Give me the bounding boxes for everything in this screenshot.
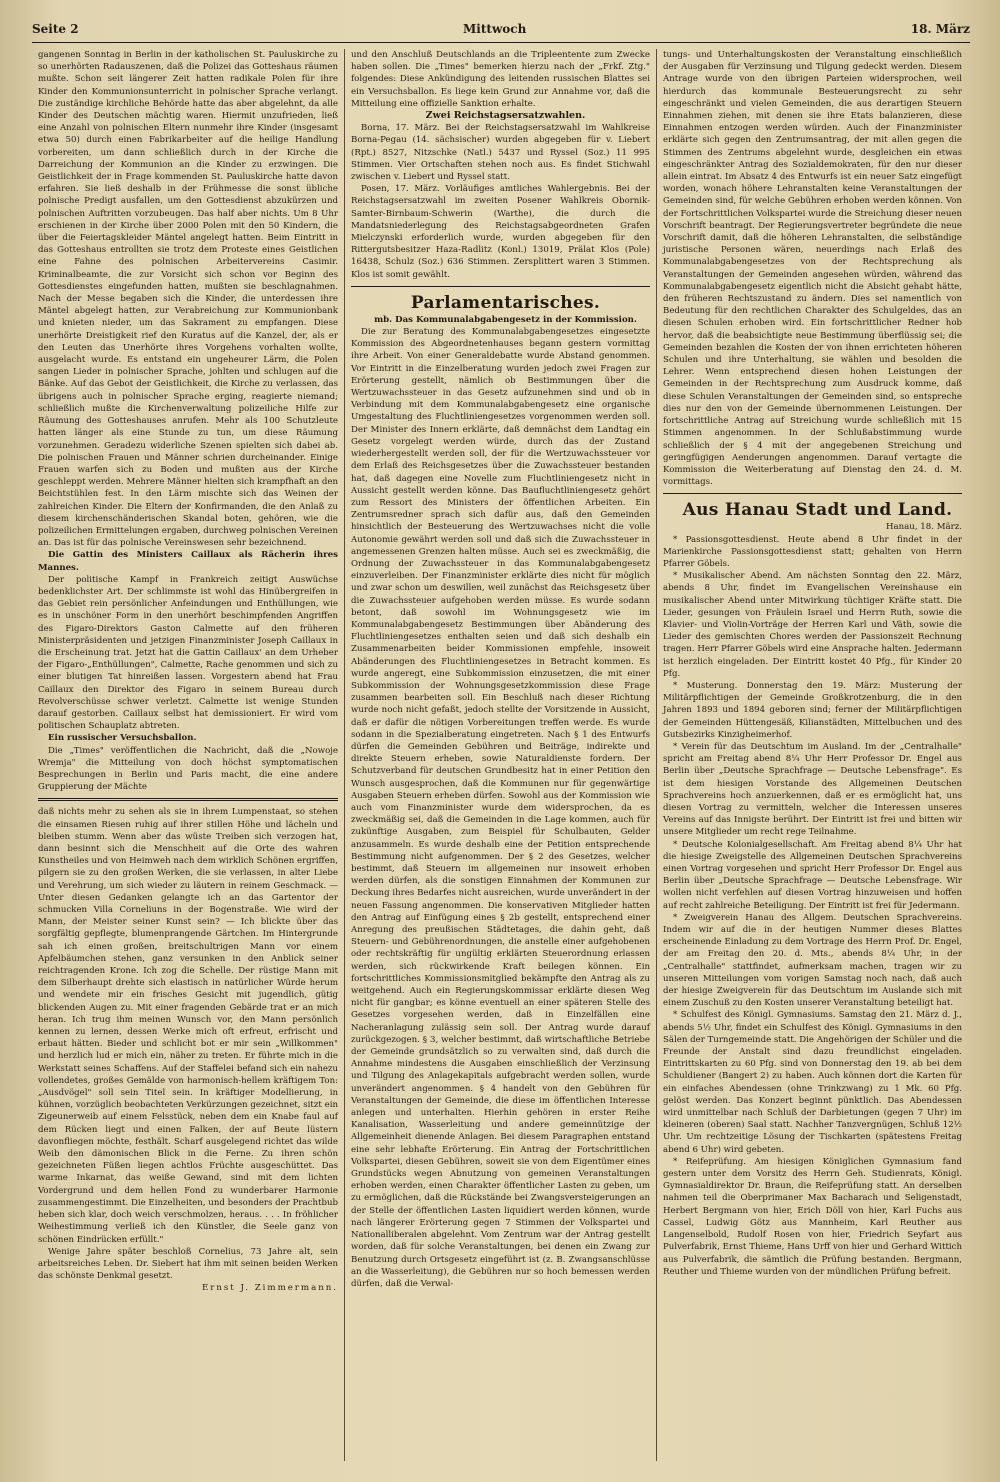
article-lead-kommunal: mb. Das Kommunalabgabengesetz in der Kommission. <box>374 314 637 325</box>
item-passion-service: * Passionsgottesdienst. Heute abend 8 Uhr findet in der Marienkirche Passionsgottesdienst statt; gehalten von Herrn Pfarrer Göbels. <box>663 534 962 569</box>
heading-by-elections: Zwei Reichstagsersatzwahlen. <box>425 110 586 122</box>
section-divider-hanau <box>663 493 962 494</box>
feuilleton-text: daß nichts mehr zu sehen als sie in ihrem Lumpenstaat, so stehen die einsamen Riesen ruhig auf ihrer stillen Höhe und lächeln und bleiben stumm. Wenn aber das wüste Treiben sich verzogen hat, dann besinnt sich die Menschheit auf die Orte des wahren Kunstheiles und von Heimweh nach dem wirklich Schönen ergriffen, pilgern sie zu den großen Werken, die sie verlassen, in alter Liebe und Verehrung, um sich wieder zu läutern in reinem Geschmack. — Unter diesen Gedanken gelangte ich an das Gartentor der schmucken Villa Corneliuns in der Bogenstraße. Wie wird der Mann, der Meister seiner Kunst sein? — Ich blickte über das sorgfältig gepflegte, blumenprangende Gärtchen. Im Hintergrunde sah ich einen großen, breitschultrigen Mann vor einem Apfelbäumchen stehen, ganz versunken in den Anblick seiner reichtragenden Krone. Ich zog die Schelle. Der rüstige Mann mit dem Silberhaupt drehte sich elastisch in natürlicher Würde herum und wendete mir ein frisches Gesicht mit jugendlich, gütig blickenden Augen zu. Mit einer fragenden Gebärde trat er an mich heran. Ich trug ihm meinen Wunsch vor, den Mann persönlich kennen zu lernen, dessen Werke mich oft erfreut, erfrischt und erbaut hätten. Bieder und schlicht bot er mir sein „Willkommen" und herzlich lud er mich ein, näher zu treten. Er führte mich in die Werkstatt seines Schaffens. Auf der Staffelei befand sich ein nahezu vollendetes, großes Gemälde von harmonisch-hellem kräftigem Ton: „Ausdvögel" soll sein Titel sein. In kräftiger Modellierung, in kühnen, vorzüglich beobachteten Verkürzungen gezeichnet, sitzt ein Zigeunerweib auf einem Felsstück, neben dem ein Knabe faul auf dem Rücken liegt und einen Falken, der auf Beute lüstern davonfliegen möchte, festhält. Scharf ausgelegend richtet das wilde Weib den dämonischen Blick in die Ferne. Zu ihren schön gezeichneten Füßen liegen achtlos Früchte ausgeschüttet. Das warme Inkarnat, das weiße Gewand, sind mit dem lichten Vordergrund und dem hellen Fond zu wunderbarer Harmonie zusammengestimmt. Die Einzelheiten, und besonders der Prachtbub heben sich klar, doch weich verschmolzen, heraus. . . . In fröhlicher Weihestimmung verließ ich den Künstler, die Seele ganz von schönen Eindrücken erfüllt." <box>38 807 338 1245</box>
heading-russian-balloon: Ein russischer Versuchsballon. <box>48 733 197 744</box>
article-russian-balloon-start: Die „Times" veröffentlichen die Nachricht, daß die „Nowoje Wremja" die Mitteilung von doch höchst symptomatischen Besprechungen in Berlin und Paris macht, die eine andere Gruppierung der Mächte <box>38 745 338 793</box>
dateline-hanau: Hanau, 18. März. <box>886 522 962 533</box>
article-caillaux: Der politische Kampf in Frankreich zeitigt Auswüchse bedenklichster Art. Der schlimmste ist wohl das Hinübergreifen in das Gebiet rein persönlicher Anfeindungen und Enthüllungen, wie es in unschöner Form in den unerhört beschimpfenden Angriffen des Figaro-Direktors Gaston Calmette auf den früheren Ministerpräsidenten und jetzigen Finanzminister Joseph Caillaux in die Erscheinung trat. Jetzt hat die Gattin Caillaux' an dem Urheber der Figaro-„Enthüllungen", Calmette, Rache genommen und sich zu einer blutigen Tat hinreißen lassen. Vorgestern abend hat Frau Caillaux den Direktor des Figaro in seinem Bureau durch Revolverschüsse schwer verletzt. Calmette ist wenige Stunden darauf gestorben. Caillaux selbst hat demissioniert. Er wird vom politischen Schauplatz abtreten. <box>38 574 338 732</box>
item-musical-evening: * Musikalischer Abend. Am nächsten Sonntag den 22. März, abends 8 Uhr, findet im Evangelischen Vereinshause ein musikalischer Abend unter Mitwirkung tüchtiger Kräfte statt. Die Lieder, gesungen von Fräulein Israel und Herrn Ruth, sowie die Klavier- und Violin-Vorträge der Herren Karl und Väth, sowie die Lieder des gemischten Chores werden der Passionszeit Rechnung tragen. Herr Pfarrer Göbels wird eine Ansprache halten. Jedermann ist herzlich eingeladen. Der Eintritt kostet 40 Pfg., für Kinder 20 Pfg. <box>663 571 962 679</box>
section-title-parliament: Parlamentarisches. <box>410 292 601 313</box>
feuilleton-divider <box>38 798 338 801</box>
article-polish-riot: gangenen Sonntag in Berlin in der katholischen St. Pauluskirche zu so unerhörten Radauszenen, daß die Polizei das Gotteshaus räumen mußte. Schon seit längerer Zeit hatten radikale Polen für ihre Kinder den Kommunionsunterricht in polnischer Sprache verlangt. Die zuständige kirchliche Behörde hatte das aber abgelehnt, da alle Kinder des Deutschen mächtig waren. Hiermit unzufrieden, ließ eine Anzahl von polnischen Eltern nunmehr ihre Kinder (insgesamt etwa 50) durch einen Fabrikarbeiter auf die heilige Handlung vorbereiten, um dann schließlich durch in der Kirche die Darreichung der Kommunion an die Kinder zu erzwingen. Die Geistlichkeit der in Frage kommenden St. Pauluskirche hatte davon erfahren. Sie ließ deshalb in der Frühmesse die sonst übliche polnische Predigt ausfallen, um den Gottesdienst abzukürzen und polnischen Auftritten vorzubeugen. Das half aber nichts. Um 8 Uhr erschienen in der Kirche über 2000 Polen mit den 50 Kindern, die über die Feiertagskleider Mäntel angelegt hatten. Beim Eintritt in das Gotteshaus entrollten sie trotz dem Proteste eines Geistlichen eine Fahne des polnischen Arbeitervereins Casimir. Kriminalbeamte, die zur Vorsicht sich schon vor Beginn des Gottesdienstes eingefunden hatten, mußten sie beschlagnahmen. Nach der Messe begaben sich die Kinder, die unterdessen ihre Mäntel abgelegt hatten, zur Verabreichung zur Kommunionbank und knieten nieder, um das Sakrament zu empfangen. Diese unerhörte Dreistigkeit rief den Kuratus auf die Kanzel, der, als er den Leuten das Unerhörte ihres Vorgehens vorhalten wollte, ausgelacht wurde. Es entstand ein ungeheurer Lärm, die Polen sangen Lieder in polnischer Sprache, johlten und schlugen auf die Bänke. Auf das Gebot der Geistlichkeit, die Kirche zu verlassen, das übrigens auch in polnischer Sprache erging, reagierte niemand; schließlich mußte die Kirchenverwaltung polizeiliche Hilfe zur Räumung des Gotteshauses anrufen. Mehr als 100 Schutzleute hatten länger als eine Stunde zu tun, um diese Räumung vorzunehmen. Geradezu widerliche Szenen spielten sich dabei ab. Die polnischen Frauen und Männer schrien durcheinander. Einige Frauen warfen sich zu Boden und mußten aus der Kirche geschleppt werden. Mehrere Männer hielten sich krampfhaft an den Beichtstühlen fest. In den Lärm mischte sich das Weinen der zahlreichen Kinder. Die Eltern der Konfirmanden, die den Anlaß zu diesem kirchenschänderischen Skandal boten, gehören, wie die polizeilichen Ermittelungen ergaben, durchweg polnischen Vereinen an. Das ist für das polnische Vereinswesen sehr bezeichnend. <box>38 50 338 549</box>
section-title-hanau: Aus Hanau Stadt und Land. <box>682 500 953 521</box>
article-kommunal-cont: tungs- und Unterhaltungskosten der Veranstaltung einschließlich der Ausgaben für Verzinsung und Tilgung gedeckt werden. Diesem Antrage wurde von den übrigen Parteien widersprochen, weil hierdurch das kommunale Besteuerungsrecht zu sehr eingeschränkt und vielen Gemeinden, die aus derartigen Steuern Einnahmen ziehen, mit denen sie ihre Etats balanzieren, diese Einnahmen entzogen werden würden. Auch der Finanzminister erklärte sich gegen den Zentrumsantrag, der mit allen gegen die Stimmen des Zentrums abgelehnt wurde, desgleichen ein etwas eingeschränkter Antrag des Sozialdemokraten, für den nur dieser allein eintrat. Im Absatz 4 des Entwurfs ist ein neuer Satz eingefügt worden, wonach höhere Lehranstalten keine Veranstaltungen der Gemeinden sind, für welche Gebühren erhoben werden können. Von der Fortschrittlichen Volkspartei wurde die Streichung dieser neuen Vorschrift beantragt. Der Regierungsvertreter begründete die neue Vorschrift damit, daß die höheren Lehranstalten, die selbständige juristische Personen wären, neuerdings nach Erlaß des Kommunalabgabengesetzes von der Rechtsprechung als Veranstaltungen der Gemeinden angesehen würden, während das Kommunalabgabengesetz eigentlich nicht die Absicht gehabt hätte, den früheren Rechtszustand zu ändern. Dies sei namentlich von Bedeutung für den rechtlichen Charakter des Schulgeldes, das an diesen Schulen erhoben wird. Ein fortschrittlicher Redner hob hervor, daß die beabsichtigte neue Bestimmung überflüssig sei; die Gemeinden bezahlen die Kosten der von ihnen errichteten höheren Schulen und ihre Unterhaltung, sie wählen und besolden die Lehrer. Wenn entsprechend diesen hohen Leistungen der Gemeinden in der Rechtsprechung zum Ausdruck komme, daß diese Schulen Veranstaltungen der Gemeinden sind, so entspreche dies nur den von der Gemeinde übernommenen Leistungen. Der fortschrittliche Antrag auf Streichung wurde schließlich mit 15 Stimmen angenommen. In der Schlußabstimmung wurde schließlich der § 4 mit der angegebenen Streichung und geringfügigen Aenderungen angenommen. Darauf vertagte die Kommission die Weiterberatung auf Dienstag den 24. d. M. vormittags. <box>663 50 962 488</box>
weekday: Mittwoch <box>463 22 527 36</box>
item-musterung: * Musterung. Donnerstag den 19. März: Musterung der Militärpflichtigen der Gemeinde Großkrotzenburg, die in den Jahren 1893 und 1894 geboren sind; ferner der Militärpflichtigen der Gemeinden Hüttengesäß, Kilianstädten, Mittelbuchen und des Gutsbezirks Kinzigheimerhof. <box>663 680 962 740</box>
article-kommunal: Die zur Beratung des Kommunalabgabengesetzes eingesetzte Kommission des Abgeordnetenhauses begann gestern vormittag ihre Arbeit. Von einer Generaldebatte wurde Abstand genommen. Vor Eintritt in die Einzelberatung wurden jedoch zwei Fragen zur Erörterung gestellt, nämlich ob Bestimmungen über die Wertzuwachssteuer in das Gesetz aufzunehmen sind und ob in Verbindung mit dem Kommunalabgabengesetz eine organische Umgestaltung des Fluchtliniengesetzes vorgenommen werden soll. Der Minister des Innern erklärte, daß demnächst dem Landtag ein Gesetz vorgelegt werden würde, durch das der Zustand wiederhergestellt werden soll, der für die Wertzuwachssteuer vor dem Erlaß des Reichsgesetzes über die Zuwachssteuer bestanden hat, daß dagegen eine Novelle zum Fluchtliniengesetz nicht in Aussicht gestellt werden könne. Das Baufluchtliniengesetz gehört zum Ressort des Ministers der öffentlichen Arbeiten. Ein Zentrumsredner sprach sich dafür aus, daß den Gemeinden hinsichtlich der Besteuerung des Wertzuwachses nicht die volle Autonomie gewährt werden soll und daß sich die Zuwachssteuer in angemessenen Grenzen halten müsse. Auch sei es zweckmäßig, die Ordnung der Zuwachssteuer in das Kommunalabgabengesetz einzuverleiben. Der Finanzminister erklärte dies nicht für möglich und zwar schon um deswillen, weil zunächst das Reichsgesetz über die Zuwachssteuer aufgehoben werden müsse. Es wurde sodann betont, daß sowohl im Wohnungsgesetz wie im Kommunalabgabengesetz Bestimmungen über Abänderung des Fluchtliniengesetzes enthalten seien und daß sich deshalb ein Zusammenarbeiten beider Kommissionen empfehle, insoweit Abänderungen des Fluchtliniengesetzes in Betracht kommen. Es wurde angeregt, eine Subkommission einzusetzen, die mit einer Subkommission der Wohnungsgesetzkommission diese Frage zusammen bearbeiten soll. Ein Beschluß nach dieser Richtung wurde noch nicht gefaßt, jedoch stellte der Vorsitzende in Aussicht, daß er dafür die nötigen Vorbereitungen treffen werde. Es wurde sodann in die Spezialberatung eingetreten. Nach § 1 des Entwurfs dürfen die Gemeinden Gebühren und Beiträge, indirekte und direkte Steuern erheben, sowie Naturaldienste fordern. Der Schutzverband für deutschen Grundbesitz hat in einer Petition den Wunsch ausgesprochen, daß die Kommunen nur für gegenwärtige Ausgaben Steuern erheben dürfen. Sowohl aus der Kommission wie auch vom Finanzminister wurde dem widersprochen, da es zweckmäßig sei, daß die Gemeinden in die Lage kommen, auch für zukünftige Ausgaben, zum Beispiel für Schulbauten, Gelder anzusammeln. Es wurde deshalb eine der Petition entsprechende Bestimmung nicht aufgenommen. Der § 2 des Gesetzes, welcher bestimmt, daß Steuern im allgemeinen nur insoweit erhoben werden dürfen, als die sonstigen Einnahmen der Kommunen zur Deckung ihres Bedarfes nicht ausreichen, wurde unverändert in der neuen Fassung angenommen. Die konservativen Mitglieder hatten den Antrag auf Einfügung eines § 2b gestellt, entsprechend einer Anregung des preußischen Städtetages, die dahin geht, daß Steuern- und Gebührenordnungen, die anstelle einer aufgehobenen oder rechtskräftig für ungültig erklärten Steuerordnung erlassen werden, sich rückwirkende Kraft beilegen können. Ein fortschrittliches Kommissionsmitglied bekämpfte den Antrag als zu weitgehend. Auch ein Regierungskommissar erklärte diesen Weg nicht für gangbar; es könne eventuell an einer späteren Stelle des Gesetzes vorgesehen werden, daß in Einzelfällen eine Nacheranlagung zulässig sein soll. Der Antrag wurde darauf zurückgezogen. § 3, welcher bestimmt, daß wirtschaftliche Betriebe der Gemeinde grundsätzlich so zu verwalten sind, daß durch die Annahme mindestens die Ausgaben einschließlich der Verzinsung und Tilgung des Anlagekapitals aufgebracht werden sollen, wurde unverändert angenommen. § 4 handelt von den Gebühren für Veranstaltungen der Gemeinde, die diese im öffentlichen Interesse anlegen und unterhalten. Hierhin gehören in erster Reihe Kanalisation, Wasserleitung und andere gemeinnützige der Allgemeinheit dienende Anlagen. Bei diesem Paragraphen entstand eine sehr lebhafte Erörterung. Ein Antrag der Fortschrittlichen Volkspartei, diesen Gebühren, soweit sie von dem Eigentümer eines Grundstücks wegen Abnutzung von gemeinen Veranstaltungen erhoben werden, einen Charakter öffentlicher Lasten zu geben, um zu ermöglichen, daß die Rückstände bei Zwangsversteigerungen an der Stelle der öffentlichen Lasten liquidiert werden können, wurde nach längerer Erörterung gegen 7 Stimmen der Volkspartei und Nationalliberalen abgelehnt. Vom Zentrum war der Antrag gestellt worden, daß für solche Veranstaltungen, bei denen ein Zwang zur Benutzung durch Ortsgesetz eingeführt ist (z. B. Zwangsanschlüsse an die Wasserleitung), die Gebühren nur so hoch bemessen werden dürfen, daß die Verwal- <box>351 327 650 1289</box>
article-russian-balloon-end: und den Anschluß Deutschlands an die Tripleentente zum Zwecke haben sollen. Die „Times" bemerken hierzu nach der „Frkf. Ztg." folgendes: Diese Ankündigung des leitenden russischen Blattes sei ein Versuchsballon. Es liege kein Grund zur Annahme vor, daß die Mitteilung eine offizielle Sanktion erhalte. <box>351 50 650 109</box>
article-posen: Posen, 17. März. Vorläufiges amtliches Wahlergebnis. Bei der Reichstagsersatzwahl im zweiten Posener Wahlkreis Obornik-Samter-Birnbaum-Schwerin (Warthe), die durch die Mandatsniederlegung des Reichstagsabgeordneten Grafen Mielczynski erforderlich wurde, wurden abgegeben für den Rittergutsbesitzer Haza-Radlitz (Konl.) 13019, Prälat Klos (Pole) 16438, Schulz (Soz.) 636 Stimmen. Zersplittert waren 3 Stimmen. Klos ist somit gewählt. <box>351 184 650 280</box>
item-schulfest: * Schulfest des Königl. Gymnasiums. Samstag den 21. März d. J., abends 5½ Uhr, findet ein Schulfest des Königl. Gymnasiums in den Sälen der Turngemeinde statt. Die Angehörigen der Schüler und die Freunde der Anstalt sind dazu freundlichst eingeladen. Eintrittskarten zu 60 Pfg. sind von Donnerstag den 19. ab bei dem Schuldiener (Bangert 2) zu haben. Auch können dort die Karten für ein einfaches Abendessen (ohne Trinkzwang) zu 1 Mk. 60 Pfg. gelöst werden. Das Konzert beginnt pünktlich. Das Abendessen wird unmittelbar nach Schluß der Darbietungen (gegen 7 Uhr) im kleineren (oberen) Saal statt. Nachher Tanzvergnügen, Schluß 12½ Uhr. Um rechtzeitige Lösung der Tischkarten (spätestens Freitag abend 6 Uhr) wird gebeten. <box>663 1010 962 1155</box>
item-kolonialgesellschaft: * Deutsche Kolonialgesellschaft. Am Freitag abend 8¼ Uhr hat die hiesige Zweigstelle des Allgemeinen Deutschen Sprachvereins einen Vortrag vorgesehen und spricht Herr Professor Dr. Engel aus Berlin über „Deutsche Sprachfrage — Deutsche Lebensfrage. Wir wollen nicht verfehlen auf diesen Vortrag hinzuweisen und hoffen auf recht zahlreiche Beteiligung. Der Eintritt ist frei für Jedermann. <box>663 839 962 911</box>
feuilleton-closing: Wenige Jahre später beschloß Cornelius, 73 Jahre alt, sein arbeitsreiches Leben. Dr. Siebert hat ihm mit seinen beiden Werken das schönste Denkmal gesetzt. <box>38 1246 338 1282</box>
author-signature: Ernst J. Zimmermann. <box>201 1283 338 1294</box>
issue-date: 18. März <box>910 22 970 36</box>
columns <box>32 49 970 1461</box>
page-number: Seite 2 <box>32 22 79 36</box>
heading-caillaux: Die Gattin des Ministers Caillaux als Rächerin ihres Mannes. <box>38 550 338 573</box>
article-borna: Borna, 17. März. Bei der Reichstagsersatzwahl im Wahlkreise Borna-Pegau (14. sächsischer) wurden abgegeben für v. Liebert (Rpt.) 8527, Nitzschke (Natl.) 5437 und Ryssel (Soz.) 11 995 Stimmen. Vier Ortschaften stehen noch aus. Es findet Stichwahl zwischen v. Liebert und Ryssel statt. <box>351 123 650 183</box>
item-deutschtum-ausland: * Verein für das Deutschtum im Ausland. Im der „Centralhalle" spricht am Freitag abend 8¼ Uhr Herr Professor Dr. Engel aus Berlin über „Deutsche Sprachfrage — Deutsche Lebensfrage". Es ist dem hiesigen Vorstande des Allgemeinen Deutschen Sprachvereins hoch anzuerkennen, daß er es ermöglicht hat, uns diesen Vortrag zu vermitteln, welcher die Interessen unseres Vereins auf das Innigste berührt. Der Eintritt ist frei und bitten wir unsere Mitglieder um recht rege Teilnahme. <box>663 741 962 838</box>
page-header <box>32 22 970 43</box>
column-2 <box>344 49 656 1461</box>
section-divider <box>351 286 650 287</box>
column-3 <box>656 49 968 1461</box>
item-reifepruefung: * Reifeprüfung. Am hiesigen Königlichen Gymnasium fand gestern unter dem Vorsitz des Herrn Geh. Studienrats, Königl. Gymnasialdirektor Dr. Braun, die Reifeprüfung statt. An derselben nahmen teil die Oberprimaner Max Bacharach und Seligenstadt, Herbert Bergmann von hier, Erich Döll von hier, Karl Fuchs aus Cassel, Ludwig Götz aus Mannheim, Karl Reuther aus Langenselbold, Rudolf Rosen von hier, Friedrich Seyfart aus Pulverfabrik, Ernst Thieme, Hans Urff von hier und Gerhard Wittich aus Pulverfabrik, die sämtlich die Prüfung bestanden. Bergmann, Reuther und Thieme wurden von der mündlichen Prüfung befreit. <box>663 1156 962 1277</box>
item-sprachverein: * Zweigverein Hanau des Allgem. Deutschen Sprachvereins. Indem wir auf die in der heutigen Nummer dieses Blattes erscheinende Einladung zu dem Vortrage des Herrn Prof. Dr. Engel, der am Freitag den 20. d. Mts., abends 8¼ Uhr, in der „Centralhalle" stattfindet, aufmerksam machen, tragen wir zu unseren Mitteilungen vom vorigen Samstag noch nach, daß auch der hiesige Zweigverein für das Deutschtum im Auslande sich mit einem Zuschuß zu den Kosten unserer Veranstaltung beteiligt hat. <box>663 912 962 1009</box>
column-1 <box>32 49 344 1461</box>
